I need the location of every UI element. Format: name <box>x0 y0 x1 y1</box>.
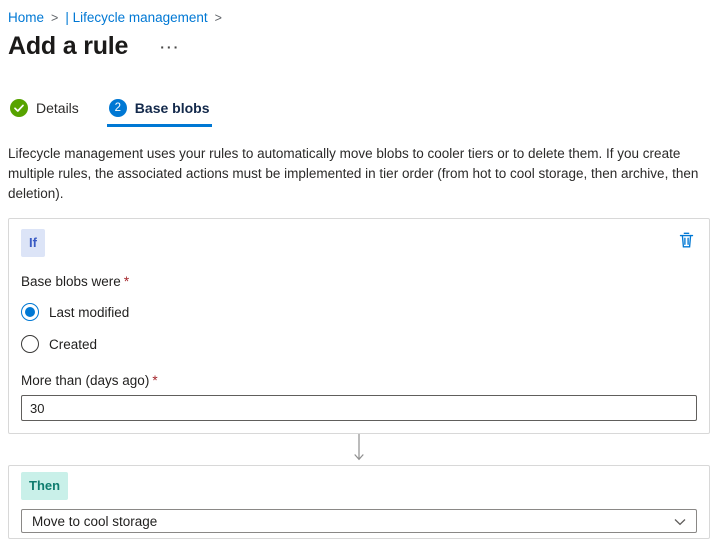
action-select-value: Move to cool storage <box>32 513 158 529</box>
action-select[interactable] <box>21 509 697 533</box>
chevron-down-icon <box>674 514 686 529</box>
tab-details[interactable] <box>8 99 81 127</box>
base-blobs-were-text: Base blobs were <box>21 274 121 289</box>
wizard-tabs <box>8 99 710 127</box>
radio-created-label: Created <box>49 336 98 352</box>
more-than-days-label <box>21 373 697 388</box>
tab-base-blobs[interactable] <box>107 99 212 127</box>
required-asterisk: * <box>152 373 158 388</box>
radio-last-modified-label: Last modified <box>49 304 130 320</box>
then-rule-card <box>8 465 710 539</box>
days-input[interactable] <box>21 395 697 421</box>
title-row <box>8 32 710 61</box>
flow-connector <box>8 434 710 465</box>
trash-icon <box>679 236 694 251</box>
intro-text: Lifecycle management uses your rules to automatically move blobs to cooler tiers or to delete them. If you create multiple rules, the associated actions must be implemented in tier order (from hot to cool storage, then archive, then deletion). <box>8 146 699 201</box>
breadcrumb <box>8 0 710 25</box>
then-badge: Then <box>21 472 68 500</box>
breadcrumb-separator: > <box>51 10 59 25</box>
page-title: Add a rule <box>8 32 129 60</box>
radio-created[interactable] <box>21 335 697 353</box>
radio-unselected-icon <box>21 335 39 353</box>
if-rule-card <box>8 218 710 434</box>
more-than-days-text: More than (days ago) <box>21 373 150 388</box>
more-options-button[interactable]: ··· <box>156 38 184 56</box>
delete-rule-button[interactable] <box>677 230 696 253</box>
required-asterisk: * <box>123 274 130 289</box>
breadcrumb-link-lifecycle-management[interactable]: | Lifecycle management <box>65 10 208 25</box>
breadcrumb-link-home[interactable]: Home <box>8 10 45 25</box>
details-complete-check-icon <box>10 99 28 117</box>
radio-last-modified[interactable] <box>21 303 697 321</box>
tab-base-blobs-label: Base blobs <box>134 100 210 116</box>
base-blobs-were-label <box>21 274 697 289</box>
step-2-badge: 2 <box>109 99 127 117</box>
tab-details-label: Details <box>36 100 79 116</box>
if-badge: If <box>21 229 45 257</box>
breadcrumb-separator: > <box>214 10 222 25</box>
radio-selected-icon <box>21 303 39 321</box>
arrow-down-icon <box>352 433 366 466</box>
